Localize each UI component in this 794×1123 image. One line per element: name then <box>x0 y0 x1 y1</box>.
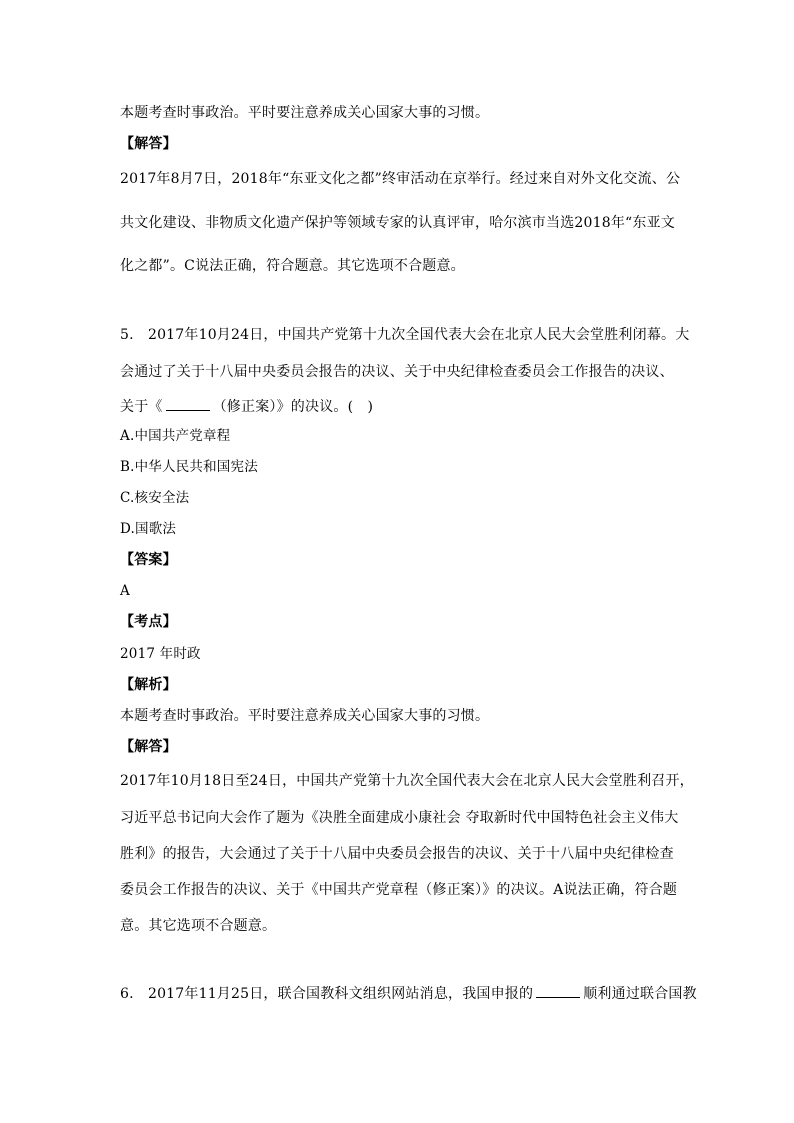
option-b: B.中华人民共和国宪法 <box>120 459 258 475</box>
option-c: C.核安全法 <box>120 490 190 506</box>
question-5-stem-suffix: （修正案）》的决议。( ) <box>212 399 374 415</box>
option-d: D.国歌法 <box>120 521 177 537</box>
analysis-heading: 【解析】 <box>120 677 177 693</box>
question-5-analysis-text: 本题考查时事政治。平时要注意养成关心国家大事的习惯。 <box>120 708 490 724</box>
answer-explanation-heading: 【解答】 <box>120 136 177 152</box>
question-5-stem-prefix: 关于《 <box>120 399 163 415</box>
exam-point-text: 2017 年时政 <box>120 646 201 662</box>
answer-value: A <box>120 583 130 599</box>
fill-in-blank <box>166 396 210 411</box>
answer-heading: 【答案】 <box>120 552 177 568</box>
solution-heading: 【解答】 <box>120 739 177 755</box>
analysis-text: 本题考查时事政治。平时要注意养成关心国家大事的习惯。 <box>120 105 490 121</box>
answer-explanation-line-1: 2017年8月7日，2018年“东亚文化之都”终审活动在京举行。经过来自对外文化交流、公 <box>120 171 681 187</box>
solution-line-1: 2017年10月18日至24日，中国共产党第十九次全国代表大会在北京人民大会堂胜利召开， <box>120 773 694 789</box>
solution-line-2: 习近平总书记向大会作了题为《决胜全面建成小康社会 夺取新时代中国特色社会主义伟大 <box>120 810 679 826</box>
question-6-stem-line-1 <box>120 983 697 1004</box>
answer-explanation-line-3: 化之都”。C说法正确，符合题意。其它选项不合题意。 <box>120 258 465 274</box>
question-5-stem-line-2: 会通过了关于十八届中央委员会报告的决议、关于中央纪律检查委员会工作报告的决议、 <box>120 364 674 380</box>
question-5-stem-line-1: 5. 2017年10月24日，中国共产党第十九次全国代表大会在北京人民大会堂胜利闭幕。大 <box>120 327 690 343</box>
solution-line-5: 意。其它选项不合题意。 <box>120 918 277 934</box>
answer-explanation-line-2: 共文化建设、非物质文化遗产保护等领域专家的认真评审，哈尔滨市当选2018年“东亚文 <box>120 215 675 231</box>
fill-in-blank <box>536 983 580 998</box>
solution-line-3: 胜利》的报告，大会通过了关于十八届中央委员会报告的决议、关于十八届中央纪律检查 <box>120 846 674 862</box>
option-a: A.中国共产党章程 <box>120 428 231 444</box>
exam-point-heading: 【考点】 <box>120 614 177 630</box>
solution-line-4: 委员会工作报告的决议、关于《中国共产党章程（修正案）》的决议。A说法正确，符合题 <box>120 882 678 898</box>
question-5-stem-line-3 <box>120 396 373 417</box>
question-6-stem-prefix: 6. 2017年11月25日，联合国教科文组织网站消息，我国申报的 <box>120 986 534 1002</box>
question-6-stem-suffix: 顺利通过联合国教 <box>583 986 697 1002</box>
